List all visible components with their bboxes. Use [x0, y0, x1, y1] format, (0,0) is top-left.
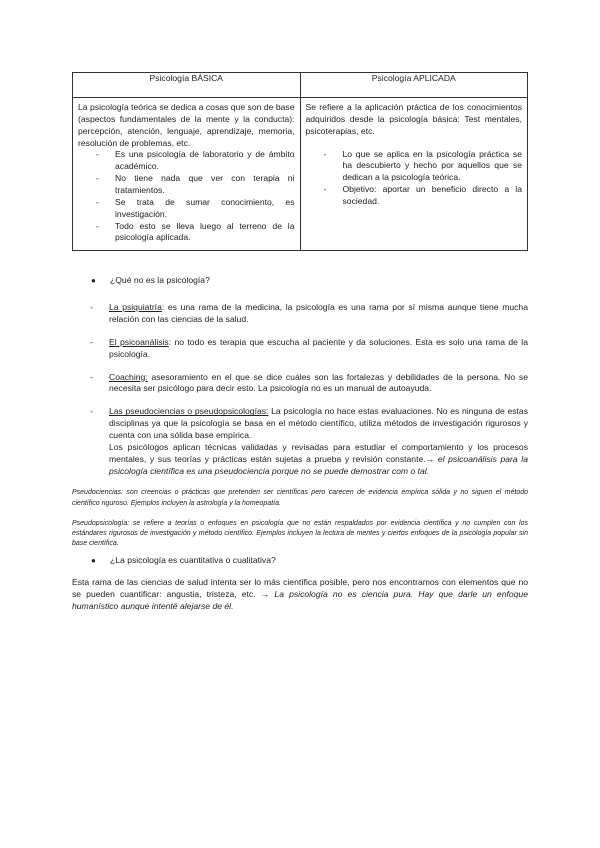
basic-psychology-cell	[73, 98, 301, 251]
final-italic-text: La psicología no es ciencia pura. Hay que darle un enfoque humanístico aunque intenté alejarse de él.	[72, 588, 528, 611]
dash-marker: -	[90, 302, 93, 313]
list-item	[78, 221, 295, 245]
header-basic-psychology: Psicología BÁSICA	[73, 73, 301, 98]
question-text: ¿La psicología es cuantitativa o cualitativa?	[110, 555, 276, 566]
dash-marker: -	[90, 371, 93, 382]
question-text: ¿Qué no es la psicología?	[110, 275, 210, 286]
bullet-icon: ●	[91, 556, 96, 566]
applied-items-list	[306, 149, 523, 208]
list-item	[78, 173, 295, 197]
list-item	[78, 197, 295, 221]
table-row	[73, 98, 528, 251]
list-item-text: Lo que se aplica en la psicología práctica se ha descubierto y hecho por aquellos que se dedican a la psicología teórica.	[342, 148, 522, 183]
dash-marker: -	[96, 220, 99, 231]
definition-paragraph	[109, 406, 528, 442]
list-item-text: Se trata de sumar conocimiento, es investigación.	[115, 196, 295, 219]
definition-text: : es una rama de la medicina, la psicología es una rama por sí misma aunque tiene mucha relación con las ciencias de la salud.	[109, 302, 528, 325]
definition-text: : no todo es terapia que escucha al paciente y da soluciones. Esta es solo una rama de la psicología.	[109, 336, 528, 359]
dash-marker: -	[323, 184, 327, 195]
list-item	[306, 184, 523, 208]
definition-paragraph-2	[109, 442, 528, 478]
final-text: Esta rama de las ciencias de salud intenta ser lo más científica posible, pero nos encontramos con elementos que no se pueden cuantificar: angustia, tristeza, etc. →	[72, 577, 528, 599]
comparison-table	[72, 72, 528, 251]
dash-marker: -	[323, 148, 327, 159]
question-what-is-not-psychology	[72, 275, 528, 287]
dash-marker: -	[96, 149, 99, 160]
definition-psychiatry	[72, 302, 528, 326]
list-item-text: Es una psicología de laboratorio y de ámbito académico.	[115, 149, 295, 172]
definition-term: El psicoanálisis	[109, 336, 169, 347]
definition-term: Coaching:	[109, 371, 148, 382]
dash-marker: -	[96, 173, 99, 184]
question-quantitative-qualitative	[72, 555, 528, 567]
dash-marker: -	[90, 406, 93, 417]
applied-intro: Se refiere a la aplicación práctica de los conocimientos adquiridos desde la psicología básica: Test mentales, psicoterapias, etc.	[305, 102, 522, 136]
table-header-row	[73, 73, 528, 98]
note-pseudopsychology: Pseudopsicología: se refiere a teorías o enfoques en psicología que no están respaldados por evidencia científica y no cumplen con los estándares rigurosos de investigación y método científico. Ejemplos incluyen la lectura de mentes y ciertos enfoques de la psicología popular sin base científica.	[72, 519, 528, 548]
basic-intro: La psicología teórica se dedica a cosas que son de base (aspectos fundamentales de la mente y la conducta): percepción, atención, lenguaje, aprendizaje, memoria, resolución de problemas, etc.	[78, 102, 295, 148]
basic-items-list	[78, 149, 295, 244]
list-item	[78, 149, 295, 173]
note-pseudosciences: Pseudociencias: son creencias o prácticas que pretenden ser científicas pero carecen de evidencia empírica sólida y no siguen el método científico riguroso. Ejemplos incluyen la astrología y la homeopatía.	[72, 489, 528, 507]
definition-text: asesoramiento en el que se dice cuáles son las fortalezas y debilidades de la persona. No se necesita ser psicólogo para decir esto. La psicología no es un manual de autoayuda.	[109, 371, 528, 394]
definition-term: La psiquiatría	[109, 302, 162, 313]
bullet-icon: ●	[91, 276, 96, 286]
definitions-list	[72, 302, 528, 477]
final-paragraph	[72, 577, 528, 613]
header-applied-psychology: Psicología APLICADA	[300, 73, 528, 98]
definition-text-2: Los psicólogos aplican técnicas validadas y revisadas para estudiar el comportamiento y los procesos mentales, y sus teorías y prácticas están sujetas a prueba y revisión constante.→	[109, 441, 528, 464]
definition-psychoanalysis	[72, 337, 528, 361]
dash-marker: -	[96, 196, 99, 207]
definition-text: La psicología no hace estas evaluaciones. No es ninguna de estas disciplinas ya que la psicología se basa en el método científico, utiliza métodos de investigación rigurosos y cuenta con una sólida base empírica.	[109, 406, 528, 441]
list-item-text: Objetivo: aportar un beneficio directo a la sociedad.	[342, 184, 522, 207]
dash-marker: -	[90, 336, 93, 347]
definition-coaching	[72, 372, 528, 396]
definition-italic-conclusion: el psicoanálisis para la psicología científica es una pseudociencia porque no se puede demostrar com o tal.	[109, 453, 528, 476]
document-page	[72, 72, 528, 613]
definition-term: Las pseudociencias o pseudopsicologías:	[109, 406, 269, 417]
list-item	[306, 149, 523, 185]
definition-pseudosciences	[72, 406, 528, 477]
applied-psychology-cell	[300, 98, 528, 251]
list-item-text: No tiene nada que ver con terapia ni tratamientos.	[115, 173, 295, 196]
list-item-text: Todo esto se lleva luego al terreno de la psicología aplicada.	[115, 220, 295, 243]
